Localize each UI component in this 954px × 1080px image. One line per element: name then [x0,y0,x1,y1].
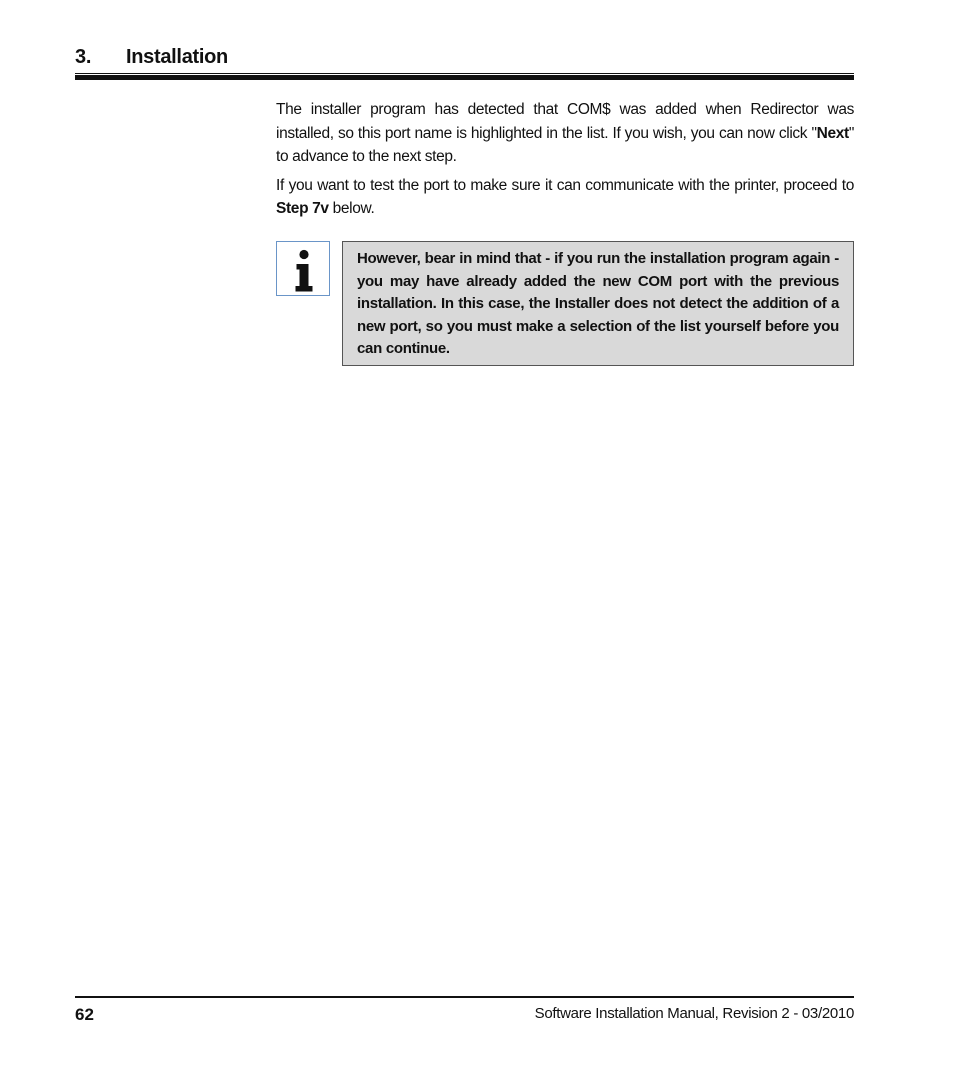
footer-manual-title: Software Installation Manual, Revision 2 - 03/2010 [534,1005,854,1022]
section-number: 3. [75,46,92,68]
section-header [75,44,854,82]
note-text: However, bear in mind that - if you run the installation program again - you may have already added the new COM port with the previous installation. In this case, the Installer does not detect the addition of a new port, so you must make a selection of the list yourself before you can continue. [357,250,839,358]
header-rule-thick [75,75,854,80]
next-keyword: Next [816,124,849,142]
note-box [342,241,854,366]
body-text [276,98,854,226]
info-icon [276,241,330,296]
page-number: 62 [75,1005,94,1024]
header-rule-thin [75,73,854,74]
paragraph-test-port: If you want to test the port to make sure it can communicate with the printer, proceed to Step 7v below. [276,176,854,217]
info-icon-glyph [277,242,331,297]
section-title: Installation [126,46,228,68]
step-reference: Step 7v [276,200,329,217]
footer-rule [75,996,854,998]
paragraph-detected-port: The installer program has detected that COM$ was added when Redirector was installed, so this port name is highlighted in the list. If you wish, you can now click "Next" to advance to the next step. [276,101,854,165]
